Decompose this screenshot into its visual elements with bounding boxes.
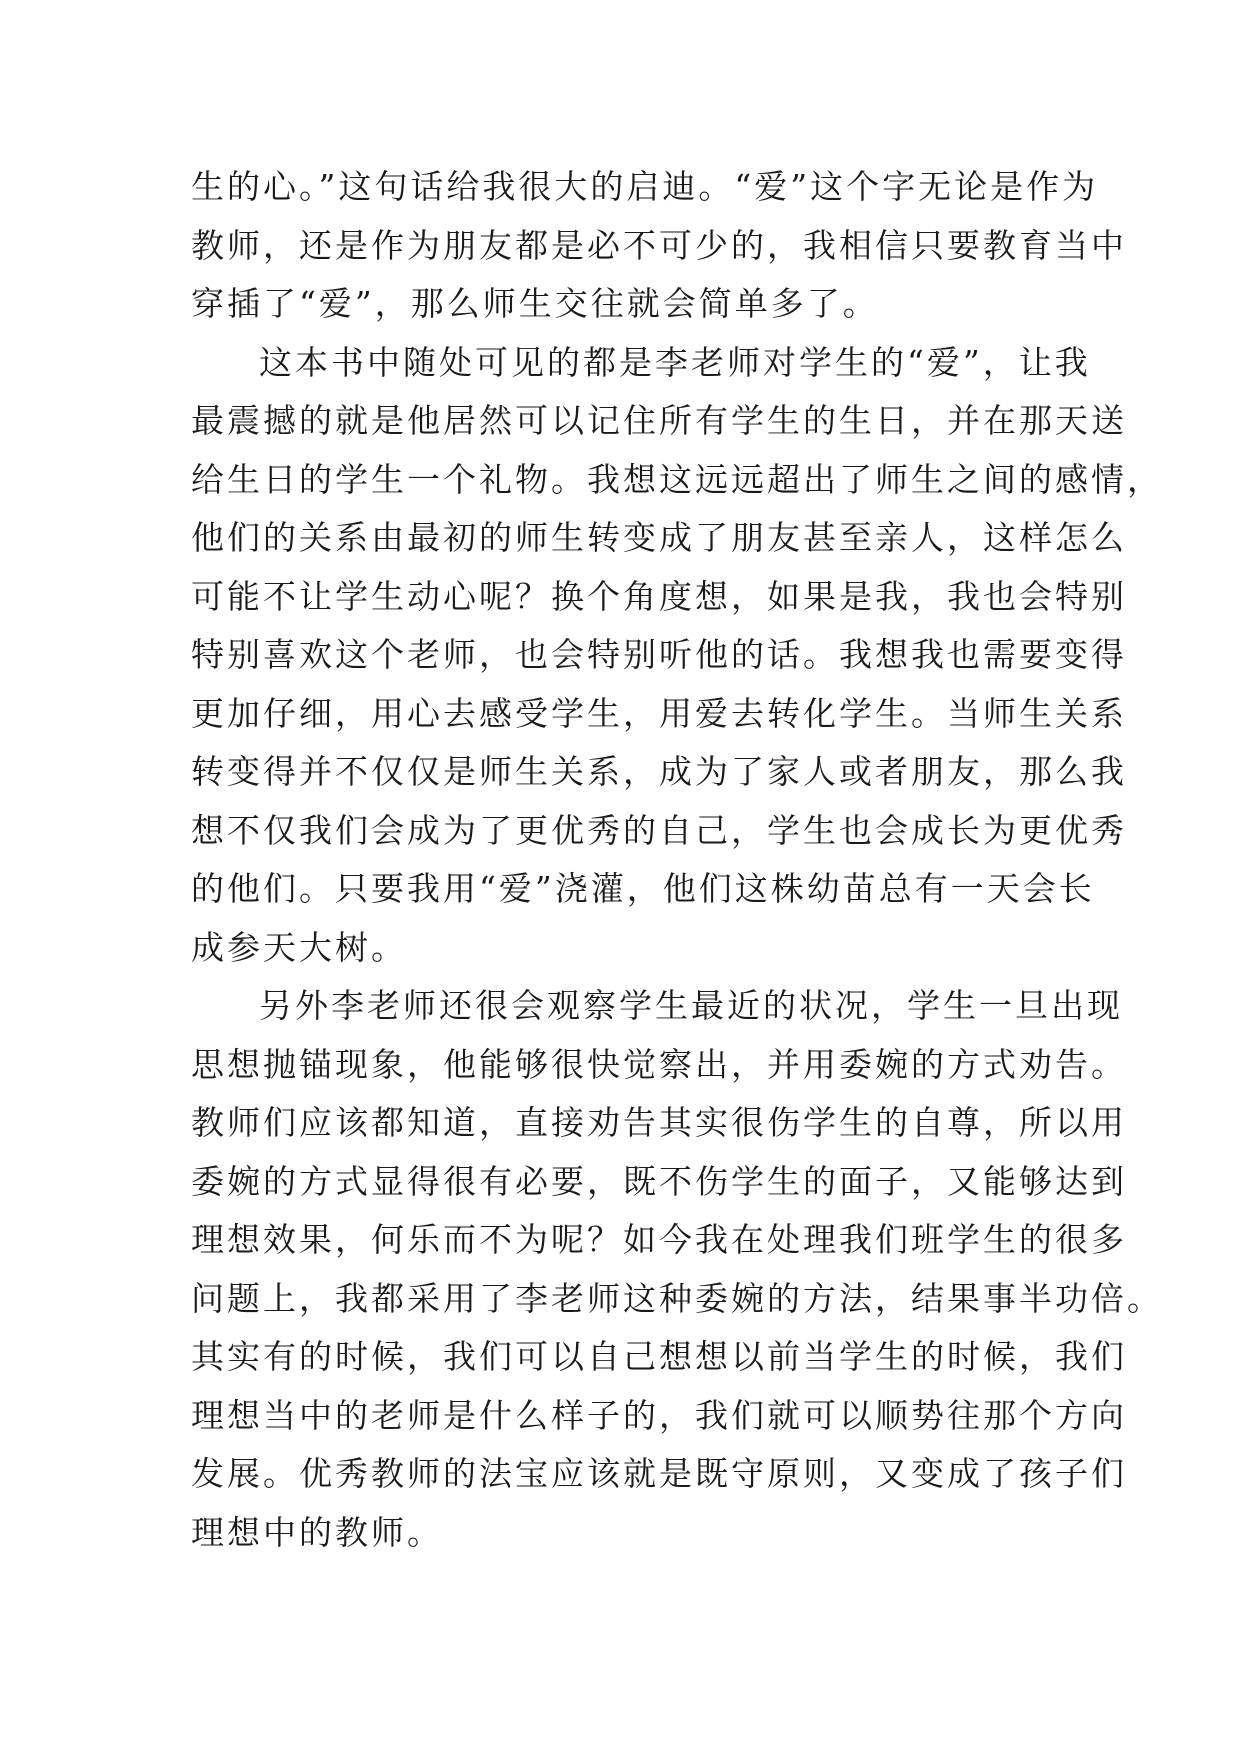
text-line: 理想当中的老师是什么样子的，我们就可以顺势往那个方向 xyxy=(191,1395,1127,1435)
text-line: 其实有的时候，我们可以自己想想以前当学生的时候，我们 xyxy=(191,1337,1127,1376)
text-line: 给生日的学生一个礼物。我想这远远超出了师生之间的感情， xyxy=(191,459,1163,499)
text-line: 另外李老师还很会观察学生最近的状况，学生一旦出现 xyxy=(259,986,1123,1025)
text-line: 想不仅我们会成为了更优秀的自己，学生也会成长为更优秀 xyxy=(191,810,1127,850)
text-line: 生的心。”这句话给我很大的启迪。“爱”这个字无论是作为 xyxy=(191,167,1099,206)
text-line: 他们的关系由最初的师生转变成了朋友甚至亲人，这样怎么 xyxy=(191,518,1127,557)
text-line: 这本书中随处可见的都是李老师对学生的“爱”，让我 xyxy=(259,342,1091,382)
document-body xyxy=(191,158,1163,1562)
text-line: 穿插了“爱”，那么师生交往就会简单多了。 xyxy=(191,284,879,323)
text-line: 特别喜欢这个老师，也会特别听他的话。我想我也需要变得 xyxy=(191,635,1127,674)
text-line: 委婉的方式显得很有必要，既不伤学生的面子，又能够达到 xyxy=(191,1161,1127,1201)
text-line: 最震撼的就是他居然可以记住所有学生的生日，并在那天送 xyxy=(191,401,1127,440)
text-line: 转变得并不仅仅是师生关系，成为了家人或者朋友，那么我 xyxy=(191,752,1127,791)
text-line: 更加仔细，用心去感受学生，用爱去转化学生。当师生关系 xyxy=(191,693,1127,733)
text-line: 思想抛锚现象，他能够很快觉察出，并用委婉的方式劝告。 xyxy=(191,1044,1127,1084)
text-line: 成参天大树。 xyxy=(191,927,407,967)
text-line: 理想中的教师。 xyxy=(191,1512,443,1552)
text-line: 教师，还是作为朋友都是必不可少的，我相信只要教育当中 xyxy=(191,225,1127,265)
text-line: 发展。优秀教师的法宝应该就是既守原则，又变成了孩子们 xyxy=(191,1454,1127,1493)
text-line: 教师们应该都知道，直接劝告其实很伤学生的自尊，所以用 xyxy=(191,1103,1127,1142)
text-line: 可能不让学生动心呢？换个角度想，如果是我，我也会特别 xyxy=(191,576,1127,616)
text-line: 的他们。只要我用“爱”浇灌，他们这株幼苗总有一天会长 xyxy=(191,869,1095,908)
text-line: 问题上，我都采用了李老师这种委婉的方法，结果事半功倍。 xyxy=(191,1278,1163,1318)
text-line: 理想效果，何乐而不为呢？如今我在处理我们班学生的很多 xyxy=(191,1220,1127,1259)
